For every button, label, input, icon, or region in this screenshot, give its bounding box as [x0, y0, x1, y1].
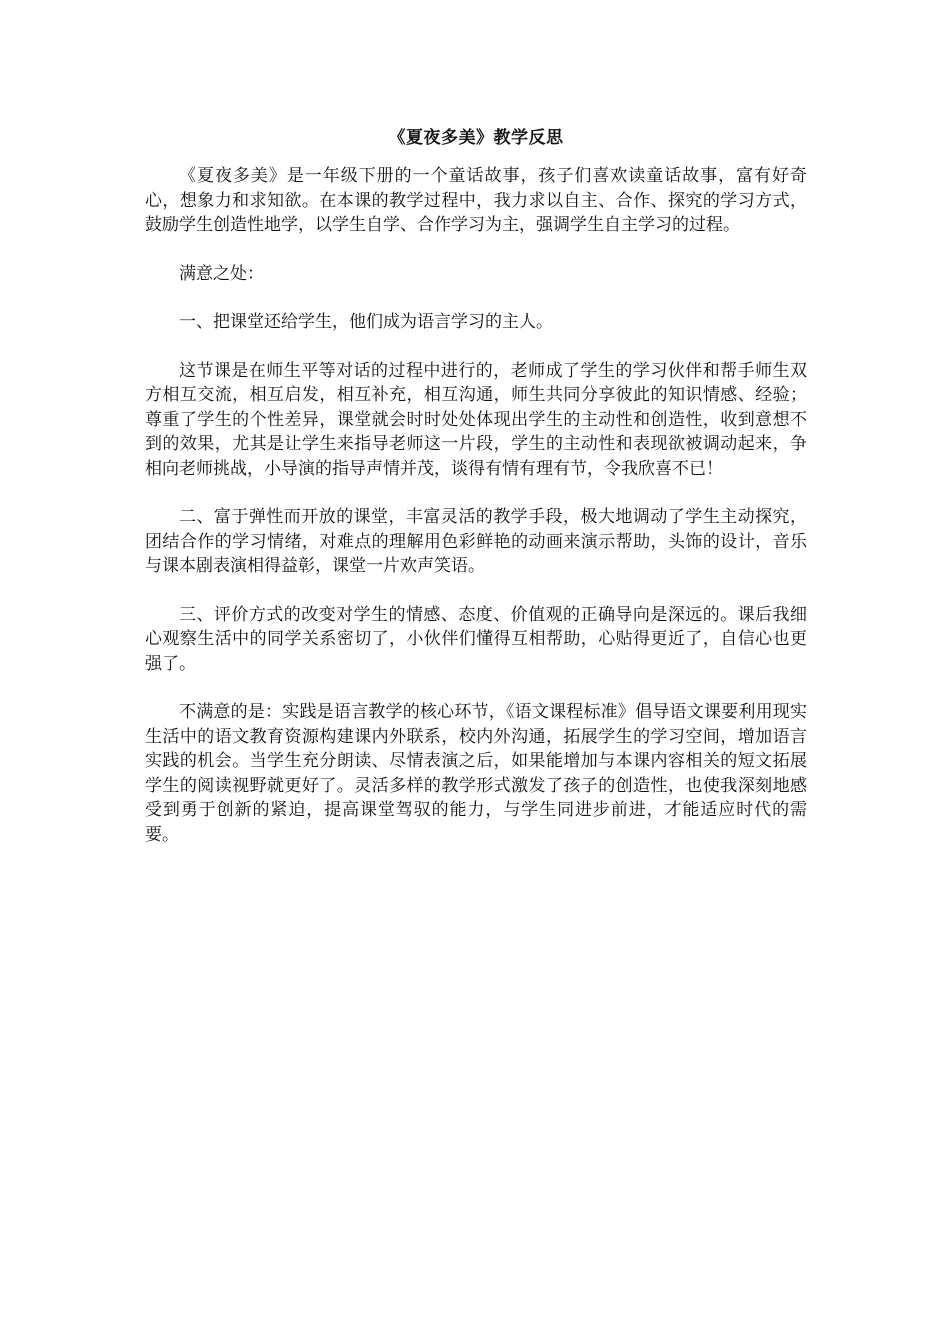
- point-one-paragraph: 这节课是在师生平等对话的过程中进行的，老师成了学生的学习伙伴和帮手师生双方相互交流，相互启发，相互补充，相互沟通，师生共同分享彼此的知识情感、经验；尊重了学生的个性差异，课堂就会时时处处体现出学生的主动性和创造性，收到意想不到的效果，尤其是让学生来指导老师这一片段，学生的主动性和表现欲被调动起来，争相向老师挑战，小导演的指导声情并茂，谈得有情有理有节，令我欣喜不已！: [145, 360, 807, 479]
- document-title: 《夏夜多美》教学反思: [388, 128, 564, 148]
- unsatisfied-paragraph: 不满意的是：实践是语言教学的核心环节，《语文课程标准》倡导语文课要利用现实生活中的语文教育资源构建课内外联系，校内外沟通，拓展学生的学习空间，增加语言实践的机会。当学生充分朗读、尽情表演之后，如果能增加与本课内容相关的短文拓展学生的阅读视野就更好了。灵活多样的教学形式激发了孩子的创造性，也使我深刻地感受到勇于创新的紧迫，提高课堂驾驭的能力，与学生同进步前进，才能适应时代的需要。: [145, 702, 807, 845]
- point-three-paragraph: 三、评价方式的改变对学生的情感、态度、价值观的正确导向是深远的。课后我细心观察生活中的同学关系密切了，小伙伴们懂得互相帮助，心贴得更近了，自信心也更强了。: [145, 604, 807, 674]
- satisfied-heading: 满意之处：: [179, 263, 264, 284]
- point-two-paragraph: 二、富于弹性而开放的课堂，丰富灵活的教学手段，极大地调动了学生主动探究，团结合作的学习情绪，对难点的理解用色彩鲜艳的动画来演示帮助，头饰的设计，音乐与课本剧表演相得益彰，课堂一片欢声笑语。: [145, 507, 807, 576]
- point-one-heading: 一、把课堂还给学生，他们成为语言学习的主人。: [179, 312, 553, 332]
- intro-paragraph: 《夏夜多美》是一年级下册的一个童话故事，孩子们喜欢读童话故事，富有好奇心，想象力和求知欲。在本课的教学过程中，我力求以自主、合作、探究的学习方式，鼓励学生创造性地学，以学生自学、合作学习为主，强调学生自主学习的过程。: [145, 166, 807, 235]
- document-page: [145, 126, 807, 871]
